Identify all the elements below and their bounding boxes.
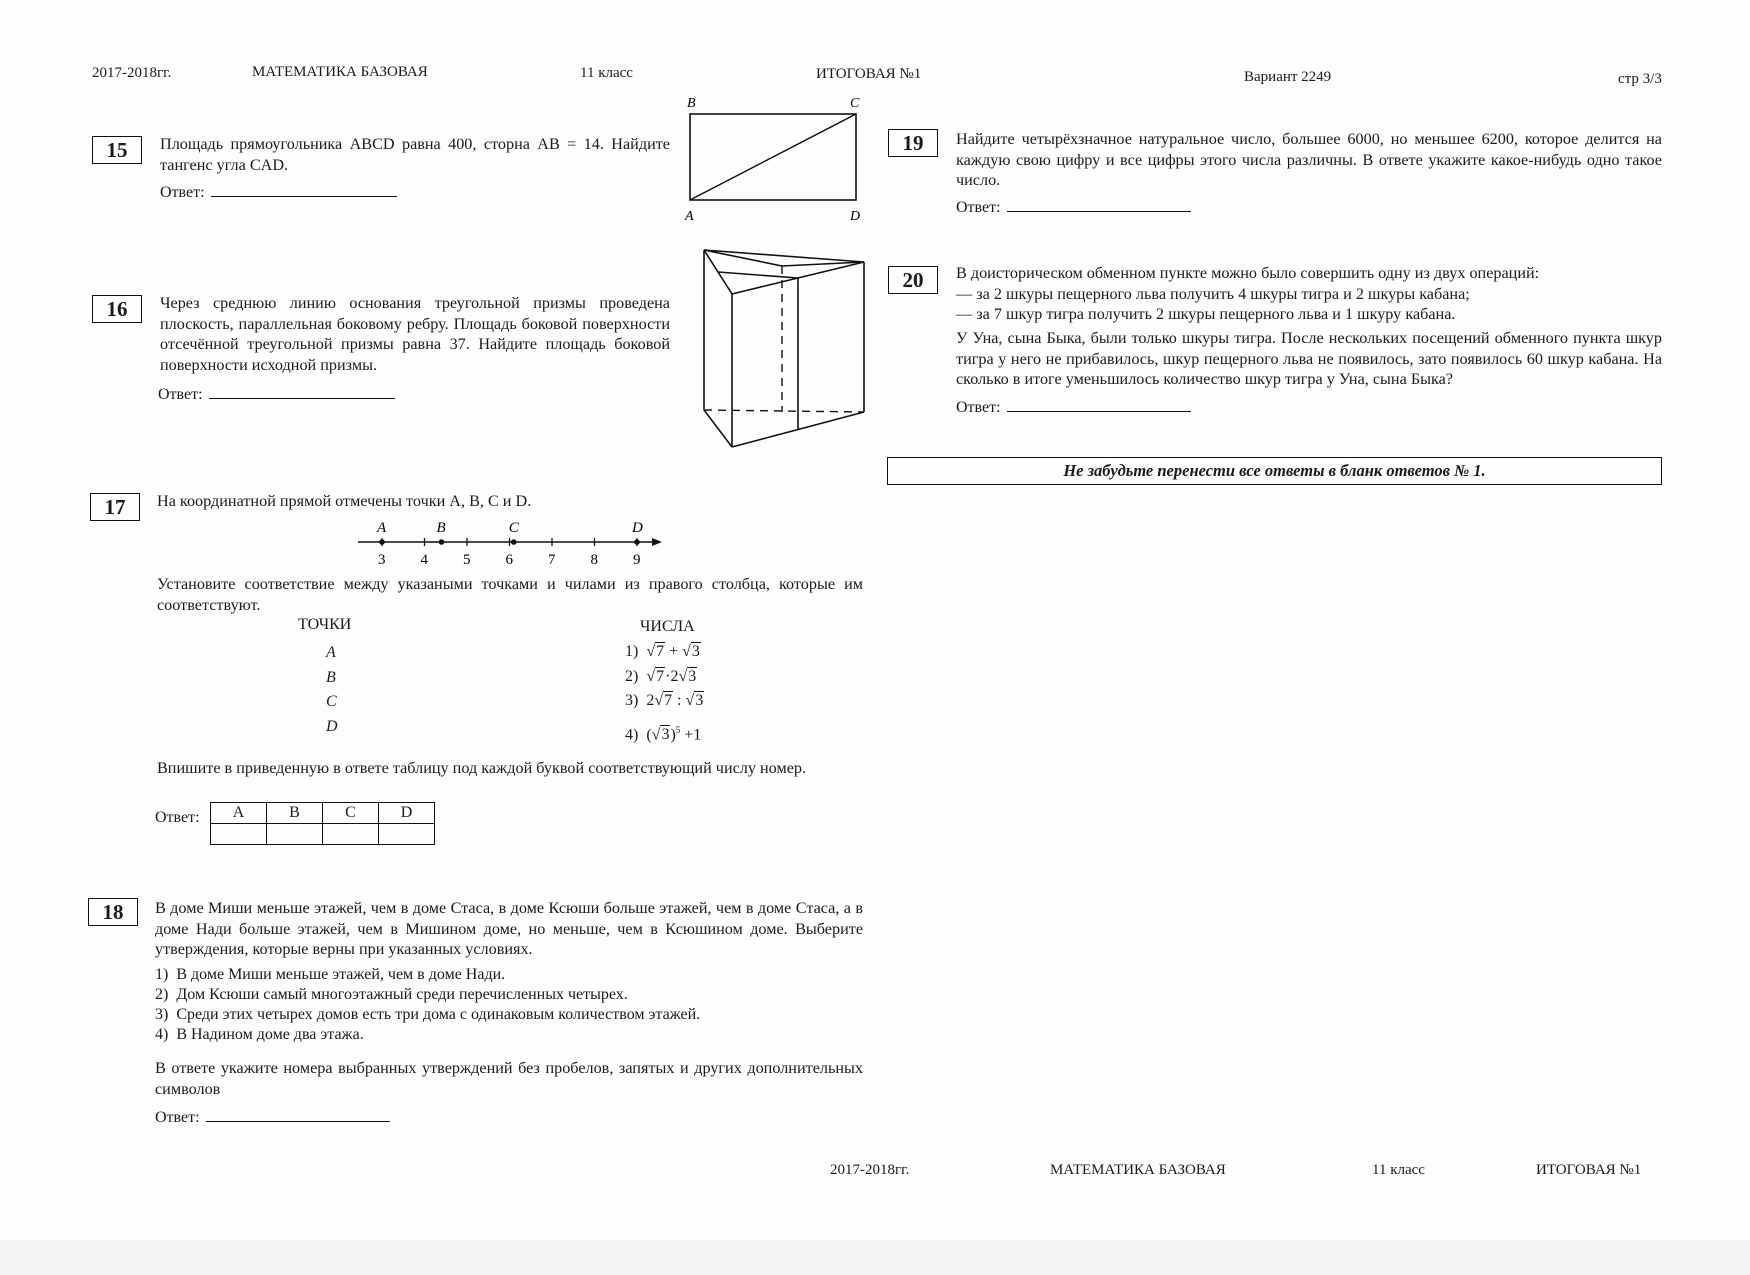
answer-label: Ответ:: [160, 184, 205, 201]
task-18-number: 18: [88, 898, 138, 926]
task-20-text: У Уна, сына Быка, были только шкуры тигра. После нескольких посещений обменного пункта шкур тигра у него не прибавилось, шкур пещерного льва не появилось, зато появилось 60 шкур кабана. На сколько в итоге уменьшилось количество шкур тигра у Уна, сына Быка?: [956, 329, 1662, 388]
task-18-option-1: 1) В доме Миши меньше этажей, чем в доме Нади.: [155, 966, 506, 983]
task-18-option-3: 3) Среди этих четырех домов есть три дома с одинаковым количеством этажей.: [155, 1006, 701, 1023]
label-d: D: [850, 209, 861, 224]
axis-point: [511, 539, 517, 545]
diagonal-ac: [690, 114, 856, 200]
header-subject: МАТЕМАТИКА БАЗОВАЯ: [252, 64, 428, 80]
numbers-header: ЧИСЛА: [640, 618, 695, 635]
footer-exam: ИТОГОВАЯ №1: [1536, 1162, 1642, 1178]
axis-tick-label: 3: [378, 552, 386, 568]
axis-point-label: B: [436, 520, 446, 536]
task-17-answer-label: Ответ:: [155, 809, 200, 826]
rectangle-abcd-figure: [682, 96, 867, 226]
answer-label: Ответ:: [956, 399, 1001, 416]
task-17-fill-instruction: Впишите в приведенную в ответе таблицу под каждой буквой соответствующий числу номер.: [157, 759, 807, 777]
header-exam: ИТОГОВАЯ №1: [816, 66, 922, 82]
point-a: A: [326, 644, 336, 661]
coordinate-line-figure: [356, 512, 666, 568]
task-20-number: 20: [888, 266, 938, 294]
answer-line: [206, 1107, 390, 1122]
table-header-d: D: [379, 803, 435, 824]
table-header-a: A: [211, 803, 267, 824]
point-d: D: [326, 717, 338, 735]
header-variant: Вариант 2249: [1244, 69, 1332, 85]
reminder-banner: Не забудьте перенести все ответы в бланк ответов № 1.: [887, 457, 1662, 485]
task-17-number: 17: [90, 493, 140, 521]
task-16-text: Через среднюю линию основания треугольной призмы проведена плоскость, параллельная боковому ребру. Площадь боковой поверхности отсечённой треугольной призмы равна 37. Найдите площадь боковой поверхности исходной призмы.: [160, 294, 670, 374]
task-15-answer: [160, 182, 397, 202]
task-19-number: 19: [888, 129, 938, 157]
task-17-instruction: Установите соответствие между указаными точками и чилами из правого столбца, которые им соответствуют.: [157, 575, 863, 614]
number-option-1: 1) √7 + √3: [625, 643, 700, 660]
label-b: B: [687, 96, 696, 111]
header-grade: 11 класс: [580, 65, 633, 81]
answer-label: Ответ:: [956, 199, 1001, 216]
axis-ticks: [376, 520, 643, 568]
footer-year: 2017-2018гг.: [830, 1162, 910, 1178]
answer-line: [1007, 397, 1191, 412]
axis-tick-label: 5: [463, 552, 471, 568]
axis-point-label: C: [508, 520, 519, 536]
task-20-line-1: В доисторическом обменном пункте можно было совершить одну из двух операций:: [956, 264, 1540, 282]
task-20-lines: [956, 263, 1662, 325]
answer-cell-c[interactable]: [323, 824, 379, 845]
task-15-number: 15: [92, 136, 142, 164]
answer-line: [1007, 197, 1191, 212]
answer-cell-d[interactable]: [379, 824, 435, 845]
answer-line: [209, 384, 395, 399]
task-20-line-2: — за 2 шкуры пещерного льва получить 4 шкуры тигра и 2 шкуры кабана;: [956, 284, 1470, 303]
axis-tick-label: 6: [505, 552, 513, 568]
point-b: B: [326, 668, 336, 686]
axis-arrow: [652, 538, 662, 546]
task-18-option-4: 4) В Надином доме два этажа.: [155, 1026, 364, 1043]
triangular-prism-figure: [694, 242, 874, 452]
number-option-2: 2) √7·2√3: [625, 667, 697, 685]
answer-cell-a[interactable]: [211, 824, 267, 845]
answer-label: Ответ:: [155, 1109, 200, 1126]
axis-point: [379, 539, 385, 545]
task-18-options: [155, 965, 863, 1045]
axis-point-label: A: [377, 520, 387, 536]
task-17-text: На координатной прямой отмечены точки A, B, C и D.: [157, 492, 532, 510]
answer-label: Ответ:: [158, 386, 203, 403]
task-18-instruction: В ответе укажите номера выбранных утверждений без пробелов, запятых и других дополнительных символов: [155, 1059, 863, 1098]
footer-grade: 11 класс: [1372, 1162, 1425, 1178]
numbers-list: [625, 640, 704, 747]
axis-point-label: D: [632, 520, 643, 536]
footer-subject: МАТЕМАТИКА БАЗОВАЯ: [1050, 1162, 1226, 1178]
header-page: стр 3/3: [1618, 71, 1662, 87]
points-list: [326, 641, 338, 739]
task-20-answer: [956, 397, 1191, 417]
table-header-c: C: [323, 803, 379, 824]
task-16-number: 16: [92, 295, 142, 323]
axis-tick-label: 7: [548, 552, 556, 568]
task-19-text: Найдите четырёхзначное натуральное число, большее 6000, но меньшее 6200, которое делится на каждую свою цифру и все цифры этого числа различны. В ответе укажите какое-нибудь одно такое число.: [956, 130, 1662, 189]
number-option-3: 3) 2√7 : √3: [625, 692, 704, 709]
axis-point: [634, 539, 640, 545]
header-year: 2017-2018гг.: [92, 65, 172, 81]
task-18-option-2: 2) Дом Ксюши самый многоэтажный среди перечисленных четырех.: [155, 986, 628, 1003]
task-20-line-3: — за 7 шкур тигра получить 2 шкуры пещерного льва и 1 шкуру кабана.: [956, 305, 1456, 323]
axis-tick-label: 8: [590, 552, 598, 568]
point-c: C: [326, 693, 337, 710]
answer-line: [211, 182, 397, 197]
axis-tick-label: 4: [420, 552, 428, 568]
axis-tick-label: 9: [633, 552, 641, 568]
task-17-answer-table: [210, 802, 435, 845]
table-header-b: B: [267, 803, 323, 824]
task-18-text: В доме Миши меньше этажей, чем в доме Стаса, в доме Ксюши больше этажей, чем в доме Стаса, а в доме Нади больше этажей, чем в Мишином доме, но меньше, чем в Ксюшином доме. Выберите утверждения, которые верны при указанных условиях.: [155, 899, 863, 958]
axis-point: [439, 539, 445, 545]
task-19-answer: [956, 197, 1191, 217]
number-option-4: 4) $(√3)^5 +1$: [625, 724, 702, 743]
points-header: ТОЧКИ: [298, 616, 352, 633]
answer-cell-b[interactable]: [267, 824, 323, 845]
label-c: C: [850, 96, 860, 111]
task-15-text: Площадь прямоугольника ABCD равна 400, сторна AB = 14. Найдите тангенс угла CAD.: [160, 135, 670, 174]
task-16-answer: [158, 384, 395, 404]
label-a: A: [685, 209, 694, 224]
task-18-answer: [155, 1107, 390, 1127]
